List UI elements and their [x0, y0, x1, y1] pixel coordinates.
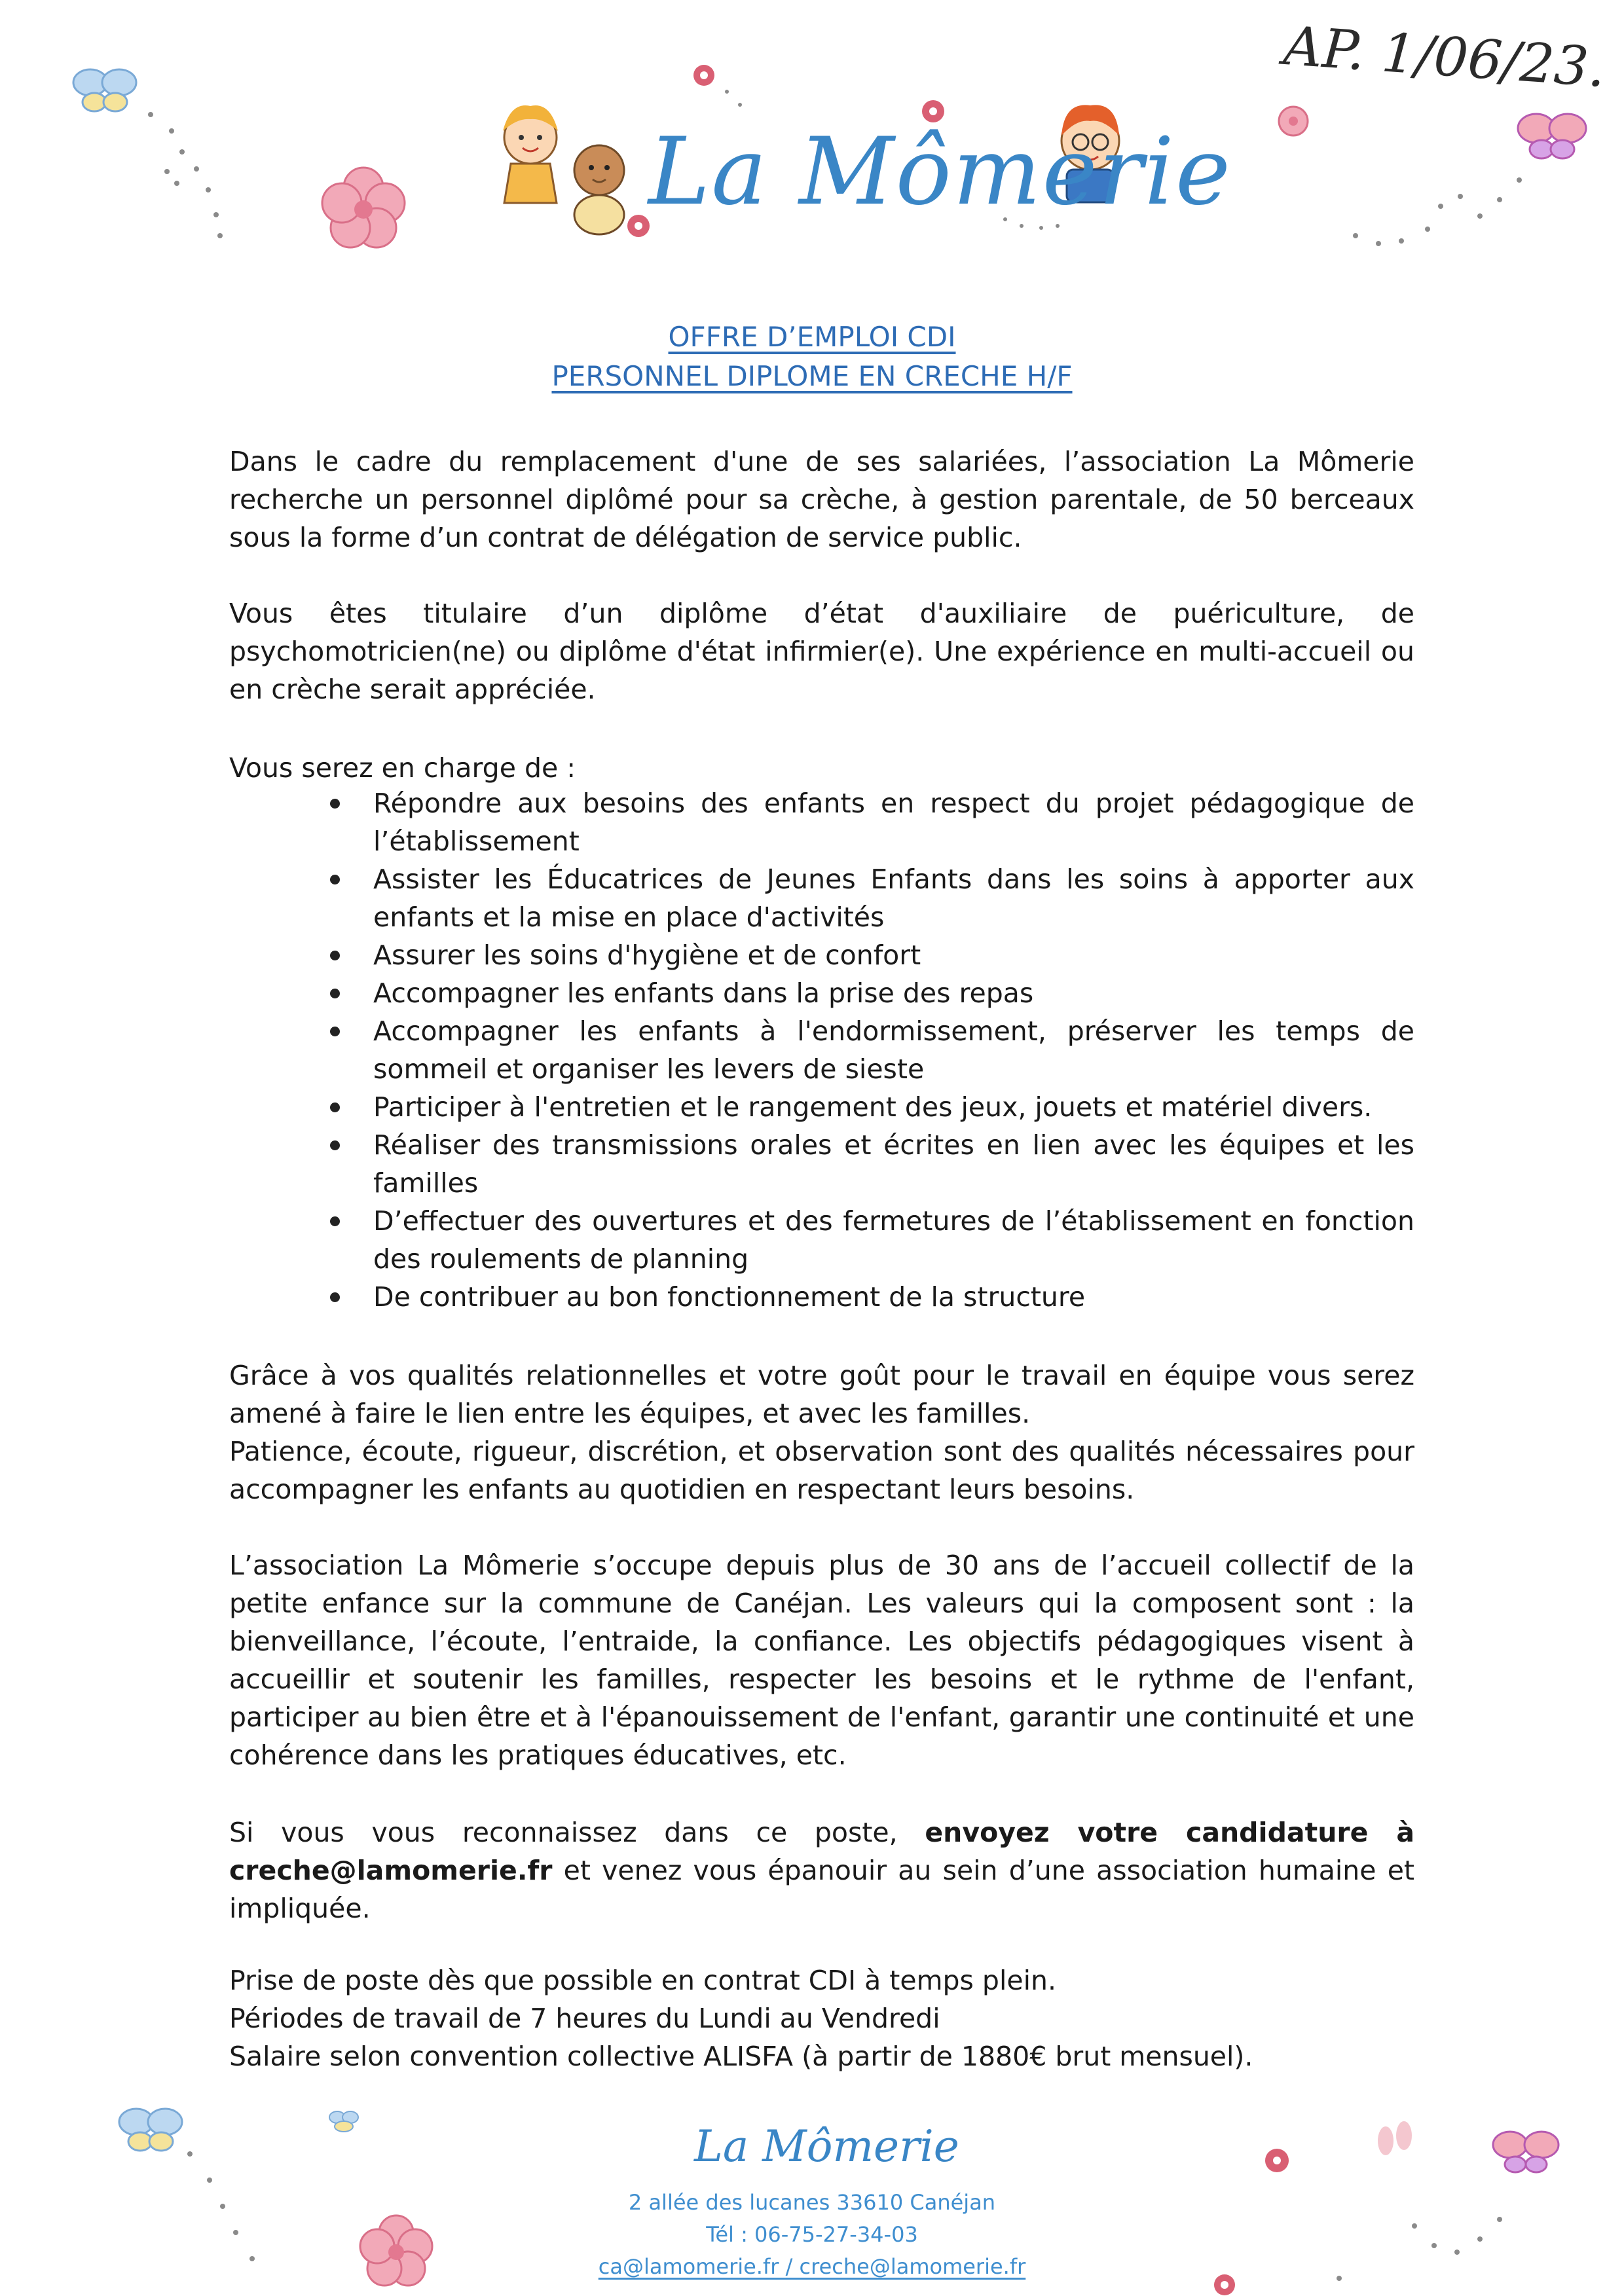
- footprints-icon: [1378, 2121, 1412, 2155]
- butterfly-icon: [1493, 2132, 1559, 2172]
- handwritten-date-note: AP. 1/06/23.: [1282, 14, 1608, 100]
- qualities-line: Patience, écoute, rigueur, discrétion, et observation sont des qualités nécessaires pour accompagner les enfants au quotidien en respectant leurs besoins.: [229, 1436, 1414, 1505]
- profile-paragraph: Vous êtes titulaire d’un diplôme d’état d'auxiliaire de puériculture, de psychomotricien(ne) ou diplôme d'état infirmier(e). Une expérience en multi-accueil ou en crèche serait appréciée.: [229, 598, 1414, 705]
- footer-address: 2 allée des lucanes 33610 Canéjan: [628, 2190, 996, 2215]
- butterfly-icon: [119, 2109, 182, 2151]
- list-item: Réaliser des transmissions orales et écrites en lien avec les équipes et les familles: [373, 1126, 1414, 1202]
- list-item: Assister les Éducatrices de Jeunes Enfants dans les soins à apporter aux enfants et la mise en place d'activités: [373, 860, 1414, 936]
- apply-email-link[interactable]: envoyez votre candidature à creche@lamomerie.fr: [229, 1817, 1414, 1886]
- small-butterfly-icon: [329, 2111, 358, 2132]
- footer-phone: Tél : 06-75-27-34-03: [706, 2222, 918, 2247]
- conditions-paragraph: [229, 1961, 1414, 2075]
- missions-list: [373, 784, 1414, 1316]
- footer-logo-title: La Mômerie: [694, 2121, 959, 2172]
- list-item: Accompagner les enfants à l'endormissement, préserver les temps de sommeil et organiser les levers de sieste: [373, 1012, 1414, 1088]
- intro-paragraph: Dans le cadre du remplacement d'une de ses salariées, l’association La Mômerie recherche un personnel diplômé pour sa crèche, à gestion parentale, de 50 berceaux sous la forme d’un contrat de délégation de service public.: [229, 446, 1414, 553]
- association-paragraph: L’association La Mômerie s’occupe depuis plus de 30 ans de l’accueil collectif de la petite enfance sur la commune de Canéjan. Les valeurs qui la composent sont : la bienveillance, l’écoute, l’entraide, la confiance. Les objectifs pédagogiques visent à accueillir et soutenir les familles, respecter les besoins et le rythme de l'enfant, participer au bien être et à l'épanouissement de l'enfant, garantir une continuité et une cohérence dans les pratiques éducatives, etc.: [229, 1550, 1414, 1771]
- small-flower-icon: [1279, 107, 1308, 136]
- list-item: Répondre aux besoins des enfants en respect du projet pédagogique de l’établissement: [373, 784, 1414, 860]
- list-item: Accompagner les enfants dans la prise des repas: [373, 974, 1414, 1012]
- list-item: D’effectuer des ouvertures et des fermetures de l’établissement en fonction des roulements de planning: [373, 1202, 1414, 1278]
- list-item: Assurer les soins d'hygiène et de confort: [373, 936, 1414, 974]
- list-item: De contribuer au bon fonctionnement de la structure: [373, 1278, 1414, 1316]
- small-flower-icon: [1265, 2149, 1289, 2172]
- apply-prefix: Si vous vous reconnaissez dans ce poste,: [229, 1817, 925, 1848]
- flower-icon: [322, 168, 405, 247]
- dotted-trail: [148, 112, 223, 238]
- contract-start-line: Prise de poste dès que possible en contrat CDI à temps plein.: [229, 1965, 1056, 1996]
- butterfly-icon: [73, 69, 136, 111]
- logo-title: La Mômerie: [648, 118, 1232, 226]
- footer-email-links[interactable]: ca@lamomerie.fr / creche@lamomerie.fr: [598, 2254, 1026, 2279]
- butterfly-icon: [1518, 114, 1586, 158]
- missions-intro: Vous serez en charge de :: [229, 752, 576, 784]
- girl-character-icon: [503, 105, 558, 203]
- work-hours-line: Périodes de travail de 7 heures du Lundi au Vendredi: [229, 2003, 940, 2034]
- list-item: Participer à l'entretien et le rangement des jeux, jouets et matériel divers.: [373, 1088, 1414, 1126]
- job-position-title: PERSONNEL DIPLOME EN CRECHE H/F: [551, 360, 1073, 392]
- salary-line: Salaire selon convention collective ALISFA (à partir de 1880€ brut mensuel).: [229, 2041, 1253, 2072]
- job-offer-title: OFFRE D’EMPLOI CDI: [668, 321, 956, 353]
- small-flower-icon: [693, 65, 714, 86]
- baby-character-icon: [574, 145, 624, 234]
- small-flower-icon: [627, 215, 650, 237]
- apply-paragraph: [229, 1813, 1414, 1927]
- qualities-line: Grâce à vos qualités relationnelles et votre goût pour le travail en équipe vous serez amené à faire le lien entre les équipes, et avec les familles.: [229, 1360, 1414, 1429]
- qualities-paragraph: [229, 1357, 1414, 1508]
- apply-suffix: et venez vous épanouir au sein d’une association humaine et impliquée.: [229, 1855, 1414, 1924]
